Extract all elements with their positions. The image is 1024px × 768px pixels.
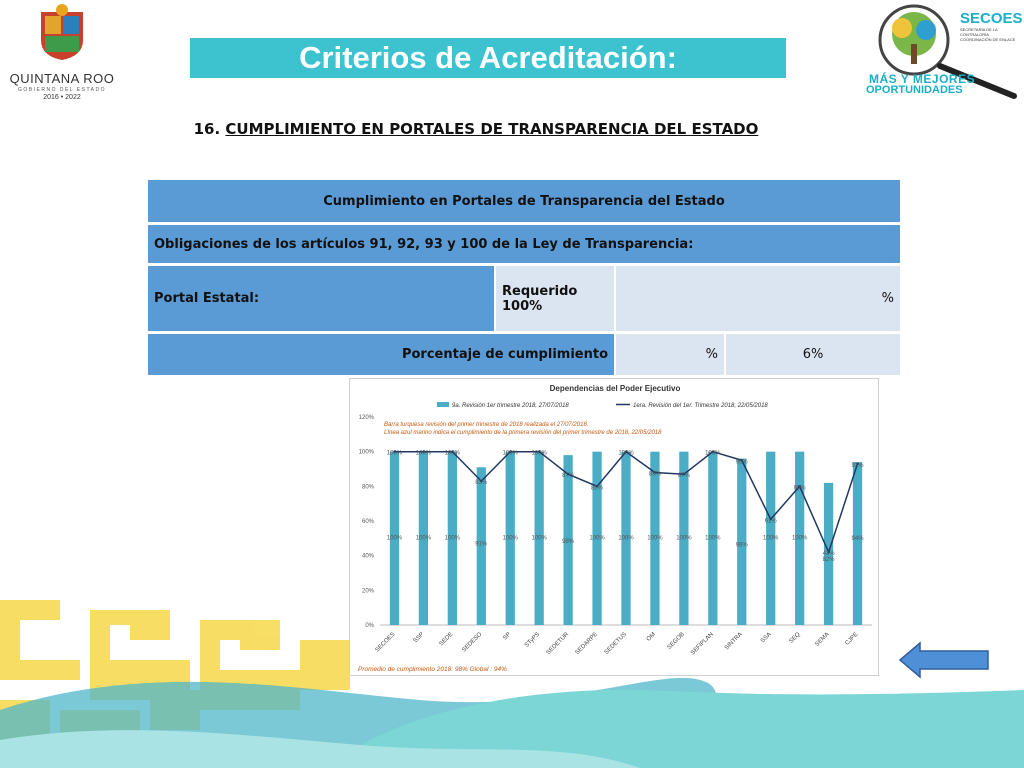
bar-data-label: 100% [705, 535, 721, 542]
line-data-label: 100% [386, 450, 403, 457]
chart-footer: Promedio de cumplimiento 2018: 98% Global : 94% [358, 666, 507, 673]
slogan-line2: OPORTUNIDADES [866, 84, 963, 96]
chart-svg [350, 379, 880, 677]
compliance-value: 6% [726, 334, 900, 375]
secoes-name: SECOES [960, 10, 1023, 27]
bar-data-label: 100% [676, 535, 692, 542]
x-tick-label: SP [502, 631, 513, 642]
required-value: Requerido 100% [496, 266, 616, 331]
legend-label-bar: 9a. Revisión 1er trimestre 2018, 27/07/2018 [452, 403, 569, 409]
line-data-label: 88% [648, 471, 661, 478]
y-tick-label: 40% [361, 553, 374, 560]
x-tick-label: SEMA [814, 631, 831, 648]
x-tick-label: SEQ [788, 631, 802, 645]
section-title: CUMPLIMIENTO EN PORTALES DE TRANSPARENCIA DEL ESTADO [225, 120, 759, 138]
y-tick-label: 60% [361, 519, 374, 525]
bar-data-label: 100% [763, 535, 779, 542]
x-tick-label: SEDARPE [574, 631, 600, 657]
portal-label: Portal Estatal: [148, 266, 496, 331]
y-tick-label: 0% [365, 623, 374, 629]
table-title: Cumplimiento en Portales de Transparencia del Estado [148, 180, 900, 222]
bar-data-label: 98% [562, 539, 575, 546]
x-tick-label: SEDETUR [545, 631, 571, 657]
y-tick-label: 20% [361, 588, 374, 595]
line-data-label: 87% [677, 473, 690, 480]
legend-label-line: 1era. Revisión del 1er. Trimestre 2018, 22/05/2018 [633, 403, 768, 409]
chart-bar [853, 462, 862, 625]
bar-data-label: 100% [791, 535, 808, 542]
line-data-label: 95% [735, 459, 748, 466]
x-tick-label: SINTRA [723, 631, 744, 652]
page-title: Criterios de Acreditación: [299, 40, 677, 75]
line-data-label: 80% [793, 485, 806, 492]
back-arrow-button[interactable] [898, 641, 990, 679]
bar-data-label: 91% [475, 541, 488, 548]
state-logo [8, 4, 116, 104]
title-banner [190, 38, 786, 78]
x-tick-label: SEDESO [461, 631, 484, 654]
y-tick-label: 120% [358, 415, 374, 421]
x-tick-label: OM [645, 631, 657, 643]
line-data-label: 100% [618, 450, 634, 457]
bar-data-label: 100% [618, 535, 634, 542]
transparency-table [148, 180, 900, 378]
compliance-label: Porcentaje de cumplimiento [148, 334, 616, 375]
bar-data-label: 82% [822, 556, 835, 563]
section-number: 16. [193, 120, 221, 138]
bar-data-label: 100% [444, 535, 461, 542]
bar-data-label: 100% [502, 535, 518, 542]
secoes-subtitle: SECRETARÍA DE LA CONTRALORÍA COORDINACIÓN DE ENLACE [960, 27, 1016, 42]
x-tick-label: SECOES [374, 631, 397, 654]
line-data-label: 100% [705, 450, 721, 457]
x-tick-label: SEGOB [666, 631, 686, 651]
bar-data-label: 100% [415, 535, 432, 542]
x-tick-label: SEDE [438, 631, 455, 648]
x-tick-label: SEDETUS [603, 631, 628, 656]
bar-data-label: 100% [647, 535, 663, 542]
chart-title: Dependencias del Poder Ejecutivo [549, 384, 681, 393]
portal-pct: % [616, 266, 900, 331]
state-shield-icon [37, 4, 87, 62]
x-tick-label: STyPS [523, 631, 542, 649]
x-tick-label: CJPE [844, 631, 860, 647]
y-tick-label: 100% [358, 449, 374, 456]
chart-note: Barra turquesa revisión del primer trimestre de 2018 realizada el 27/07/2018. [384, 422, 589, 428]
slogan-line1: MÁS Y MEJORES [869, 72, 976, 86]
line-data-label: 87% [562, 473, 575, 480]
line-data-label: 100% [415, 450, 432, 457]
x-tick-label: SSA [759, 631, 773, 645]
line-data-label: 61% [764, 518, 777, 525]
y-tick-label: 80% [361, 484, 374, 491]
years-label: 2016 • 2022 [43, 94, 81, 101]
x-tick-label: SSP [412, 631, 426, 645]
state-name: QUINTANA ROO [9, 71, 115, 86]
line-data-label: 100% [531, 450, 547, 457]
line-data-label: 42% [822, 551, 835, 558]
line-data-label: 83% [475, 480, 488, 487]
legend-swatch-bar [437, 402, 449, 407]
bar-data-label: 96% [735, 542, 748, 549]
line-data-label: 80% [591, 485, 604, 492]
bar-data-label: 100% [386, 535, 403, 542]
line-data-label: 93% [851, 462, 864, 469]
section-heading [0, 120, 952, 138]
government-label: GOBIERNO DEL ESTADO [18, 87, 106, 93]
line-data-label: 100% [502, 450, 518, 457]
x-tick-label: SEFIPLAN [690, 631, 715, 657]
compliance-chart [349, 378, 879, 676]
compliance-pct: % [616, 334, 726, 375]
obligations-row: Obligaciones de los artículos 91, 92, 93 y 100 de la Ley de Transparencia: [148, 225, 900, 263]
bar-data-label: 100% [589, 535, 605, 542]
bar-data-label: 100% [531, 535, 547, 542]
line-data-label: 100% [444, 450, 461, 457]
bar-data-label: 94% [851, 536, 864, 543]
chart-note: Línea azul marino indica el cumplimiento de la primera revisión del primer trimestre de 2018, 22/05/2018 [384, 430, 662, 436]
secoes-logo [864, 0, 1024, 104]
